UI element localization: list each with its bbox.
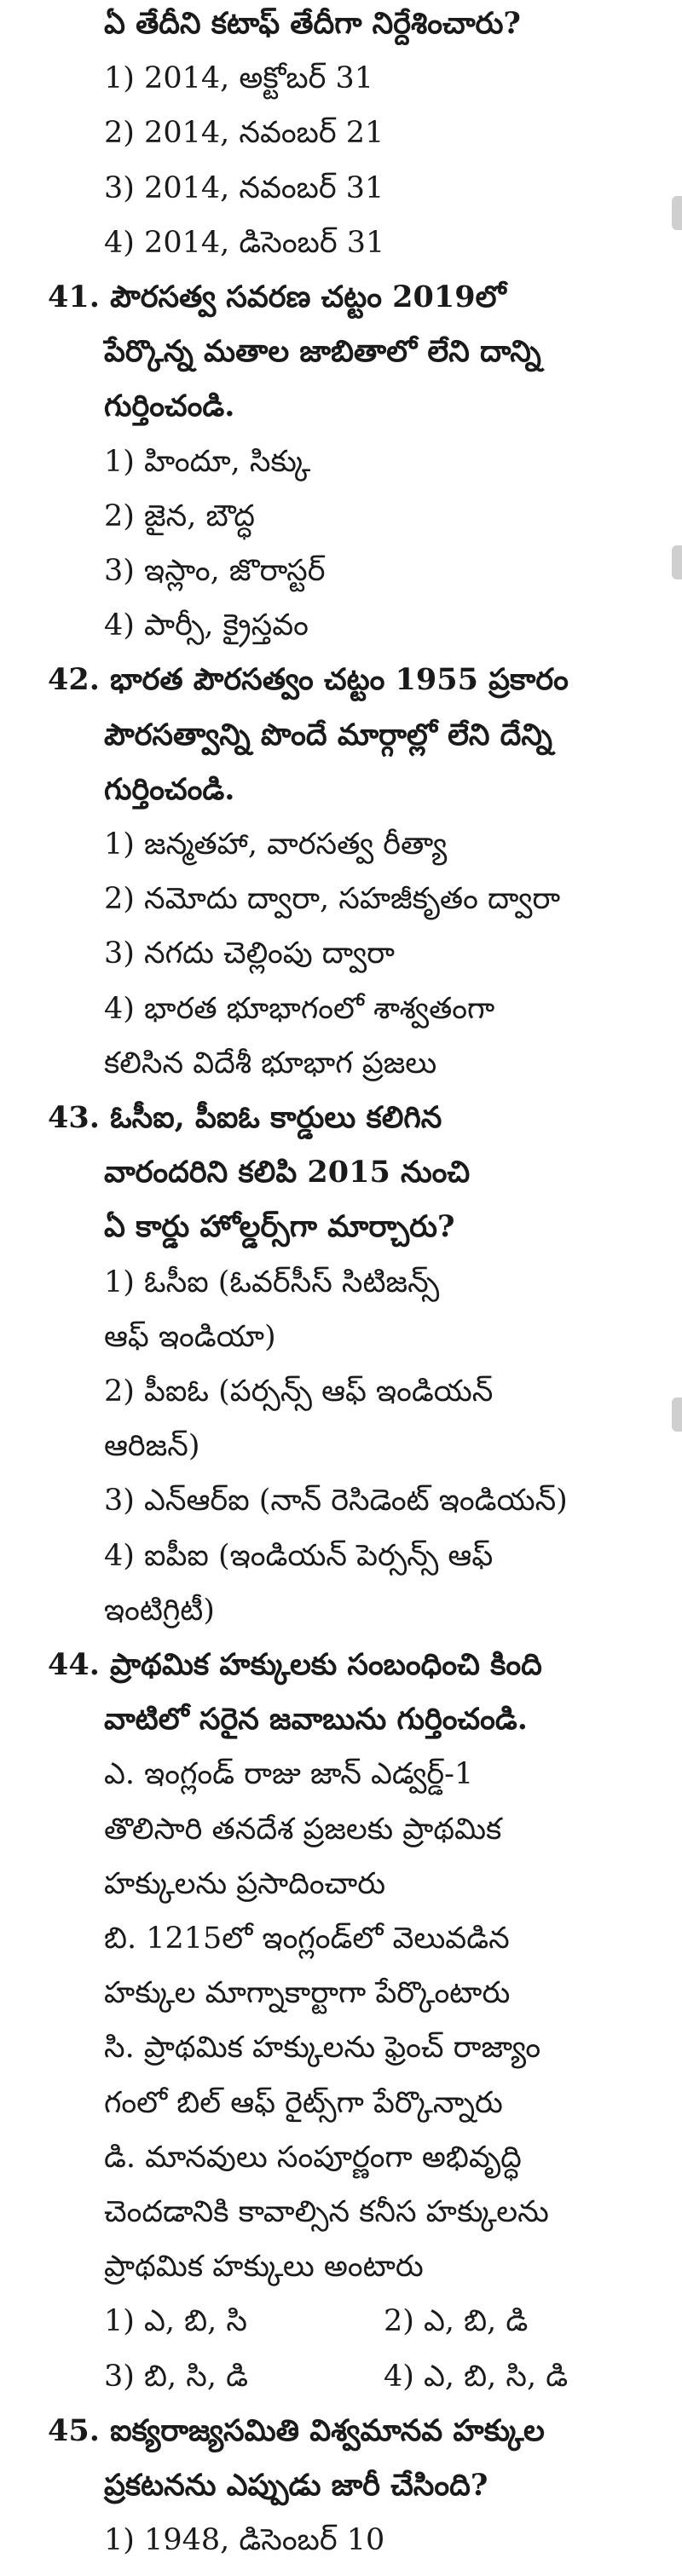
answer-option: కలిసిన విదేశీ భూభాగ ప్రజలు [104,1046,437,1081]
answer-option: 1) 1948, డిసెంబర్ 10 [104,2523,385,2557]
answer-option: 3) 2014, నవంబర్ 31 [104,171,384,205]
answer-option: 4) ఐపీఐ (ఇండియన్ పెర్సన్స్ ఆఫ్ [104,1539,494,1573]
answer-option: 2) 2014, నవంబర్ 21 [104,116,384,150]
question-text-continued: పౌరసత్వాన్ని పొందే మార్గాల్లో లేని దేన్ని [104,717,552,752]
page-edge-mark [672,1397,682,1432]
answer-option: హక్కులను ప్రసాదించారు [104,1867,386,1901]
question-text: 41. పౌరసత్వ సవరణ చట్టం 2019లో [48,279,506,314]
answer-option: 2) ఎ, బి, డి [384,2304,529,2338]
answer-option: 1) జన్మతహా, వారసత్వ రీత్యా [104,827,448,862]
question-text: 42. భారత పౌరసత్వం చట్టం 1955 ప్రకారం [48,662,569,697]
question-text-continued: ప్రకటనను ఎప్పుడు జారీ చేసింది? [104,2468,488,2503]
answer-option: 4) భారత భూభాగంలో శాశ్వతంగా [104,992,495,1026]
page-edge-mark [672,196,682,230]
answer-option: ఇంటిగ్రిటీ) [104,1593,215,1628]
answer-option: 3) బి, సి, డి [104,2360,249,2394]
question-text: 44. ప్రాథమిక హక్కులకు సంబంధించి కింది [48,1647,542,1682]
question-text-continued: వాటిలో సరైన జవాబును గుర్తించండి. [104,1702,528,1737]
answer-option: బి. 1215లో ఇంగ్లండ్‌లో వెలువడిన [104,1922,510,1956]
answer-option: ఆరిజన్) [104,1429,200,1463]
question-text-continued: ఏ కార్డు హోల్డర్స్‌గా మార్చారు? [104,1209,455,1244]
answer-option: 4) 2014, డిసెంబర్ 31 [104,226,385,260]
question-text-continued: గుర్తించండి. [104,389,235,424]
question-text-continued: గుర్తించండి. [104,772,235,807]
answer-option: డి. మానవులు సంపూర్ణంగా అభివృద్ధి [104,2141,522,2175]
answer-option: ఆఫ్ ఇండియా) [104,1320,276,1354]
answer-option: 4) ఎ, బి, సి, డి [384,2360,569,2394]
answer-option: 1) 2014, అక్టోబర్ 31 [104,61,374,95]
answer-option: 2) పీఐఓ (పర్సన్స్ ఆఫ్ ఇండియన్ [104,1374,494,1409]
answer-option: హక్కుల మాగ్నాకార్టాగా పేర్కొంటారు [104,1976,511,2010]
question-text: 45. ఐక్యరాజ్యసమితి విశ్వమానవ హక్కుల [48,2413,545,2448]
answer-option: 1) ఎ, బి, సి [104,2304,247,2338]
answer-option: 1) ఓసీఐ (ఓవర్‌సీస్ సిటిజన్స్ [104,1265,440,1300]
question-text-continued: వారందరిని కలిపి 2015 నుంచి [104,1155,471,1190]
answer-option: ప్రాథమిక హక్కులు అంటారు [104,2250,424,2284]
answer-option: 2) నమోదు ద్వారా, సహజీకృతం ద్వారా [104,882,561,916]
answer-option: 4) పార్సీ, క్రైస్తవం [104,608,309,643]
answer-option: 3) ఎన్ఆర్ఐ (నాన్ రెసిడెంట్ ఇండియన్) [104,1484,568,1518]
answer-option: గంలో బిల్ ఆఫ్ రైట్స్‌గా పేర్కొన్నారు [104,2086,503,2120]
question-text-continued: పేర్కొన్న మతాల జాబితాలో లేని దాన్ని [104,334,541,369]
question-text-continued: ఏ తేదీని కటాఫ్ తేదీగా నిర్దేశించారు? [104,6,521,41]
answer-option: 2) జైన, బౌద్ధ [104,499,255,533]
answer-option: తొలిసారి తనదేశ ప్రజలకు ప్రాథమిక [104,1812,502,1847]
question-text: 43. ఓసీఐ, పీఐఓ కార్డులు కలిగిన [48,1100,442,1135]
page-edge-mark [672,545,682,579]
answer-option: సి. ప్రాథమిక హక్కులను ఫ్రెంచ్ రాజ్యాం [104,2031,541,2065]
answer-option: ఎ. ఇంగ్లండ్ రాజు జాన్ ఎడ్వర్డ్-1 [104,1757,474,1791]
answer-option: చెందడానికి కావాల్సిన కనీస హక్కులను [104,2195,549,2229]
answer-option: 3) నగదు చెల్లింపు ద్వారా [104,936,395,971]
answer-option: 3) ఇస్లాం, జొరాస్టర్ [104,554,326,588]
answer-option: 1) హిందూ, సిక్కు [104,445,311,479]
